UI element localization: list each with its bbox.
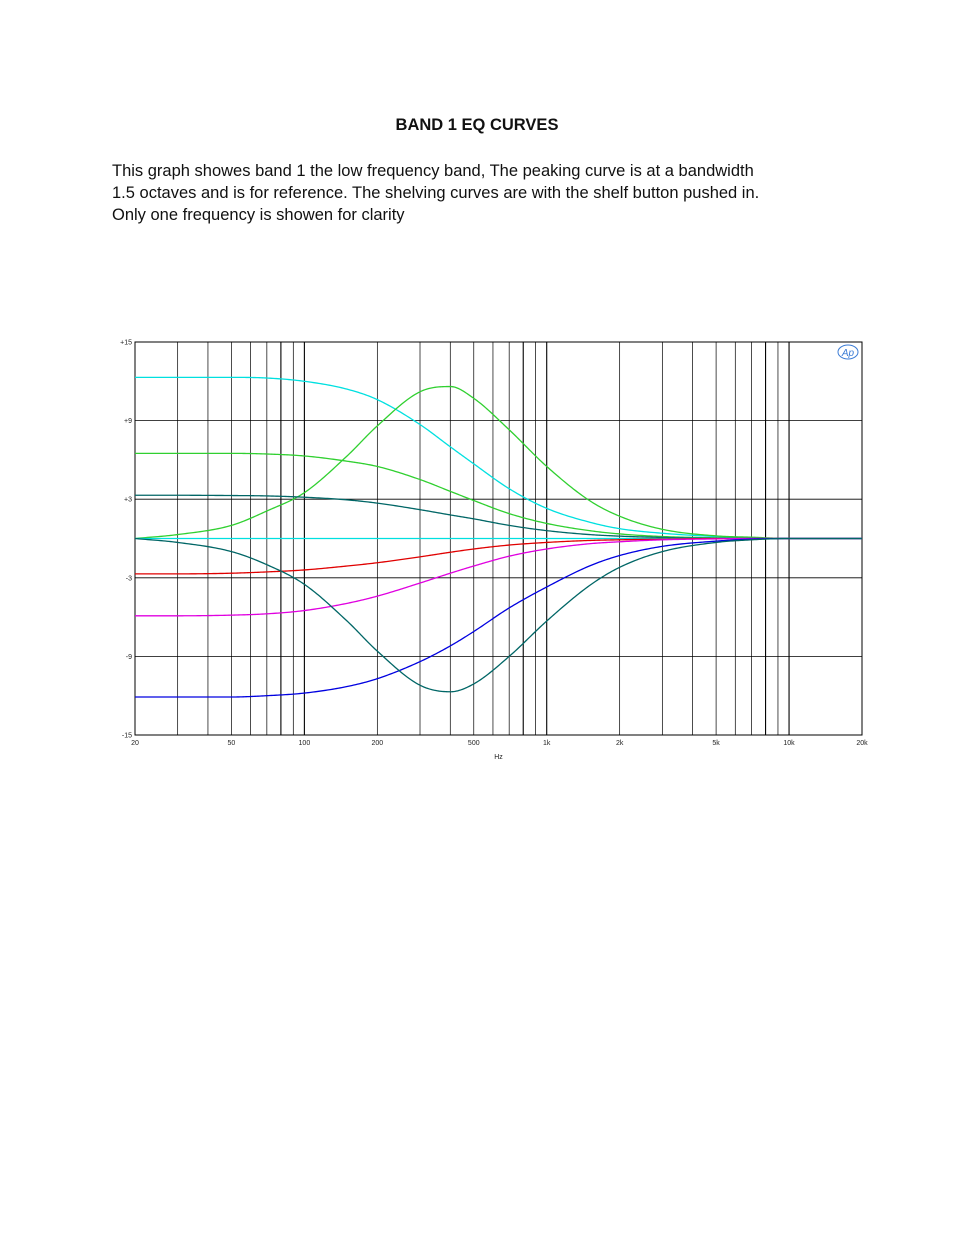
y-tick-label: +9 [124,418,132,426]
x-tick-label: 2k [615,740,624,747]
x-tick-label: 1k [543,740,551,747]
x-tick-label: 20 [131,740,139,747]
description-line-3: Only one frequency is showen for clarity [112,206,405,224]
x-tick-label: 50 [227,740,236,747]
x-tick-label: 500 [467,740,480,747]
description-line-2: 1.5 octaves and is for reference. The shelving curves are with the shelf button pushed in. [112,184,760,202]
y-tick-label: +3 [124,496,132,504]
y-tick-label: +15 [120,339,132,347]
ap-logo-text: Ap [841,348,855,359]
y-tick-label: -9 [125,653,132,661]
x-tick-label: 20k [856,740,868,747]
x-axis-label: Hz [494,754,503,761]
y-tick-label: -15 [121,732,132,740]
description-line-1: This graph showes band 1 the low frequency band, The peaking curve is at a bandwidth [112,162,754,180]
x-tick-label: 100 [298,740,311,747]
x-tick-label: 5k [712,740,720,747]
x-tick-label: 200 [371,740,384,747]
page-title: BAND 1 EQ CURVES [395,116,559,134]
y-tick-label: -3 [125,575,132,583]
x-tick-label: 10k [783,740,795,747]
